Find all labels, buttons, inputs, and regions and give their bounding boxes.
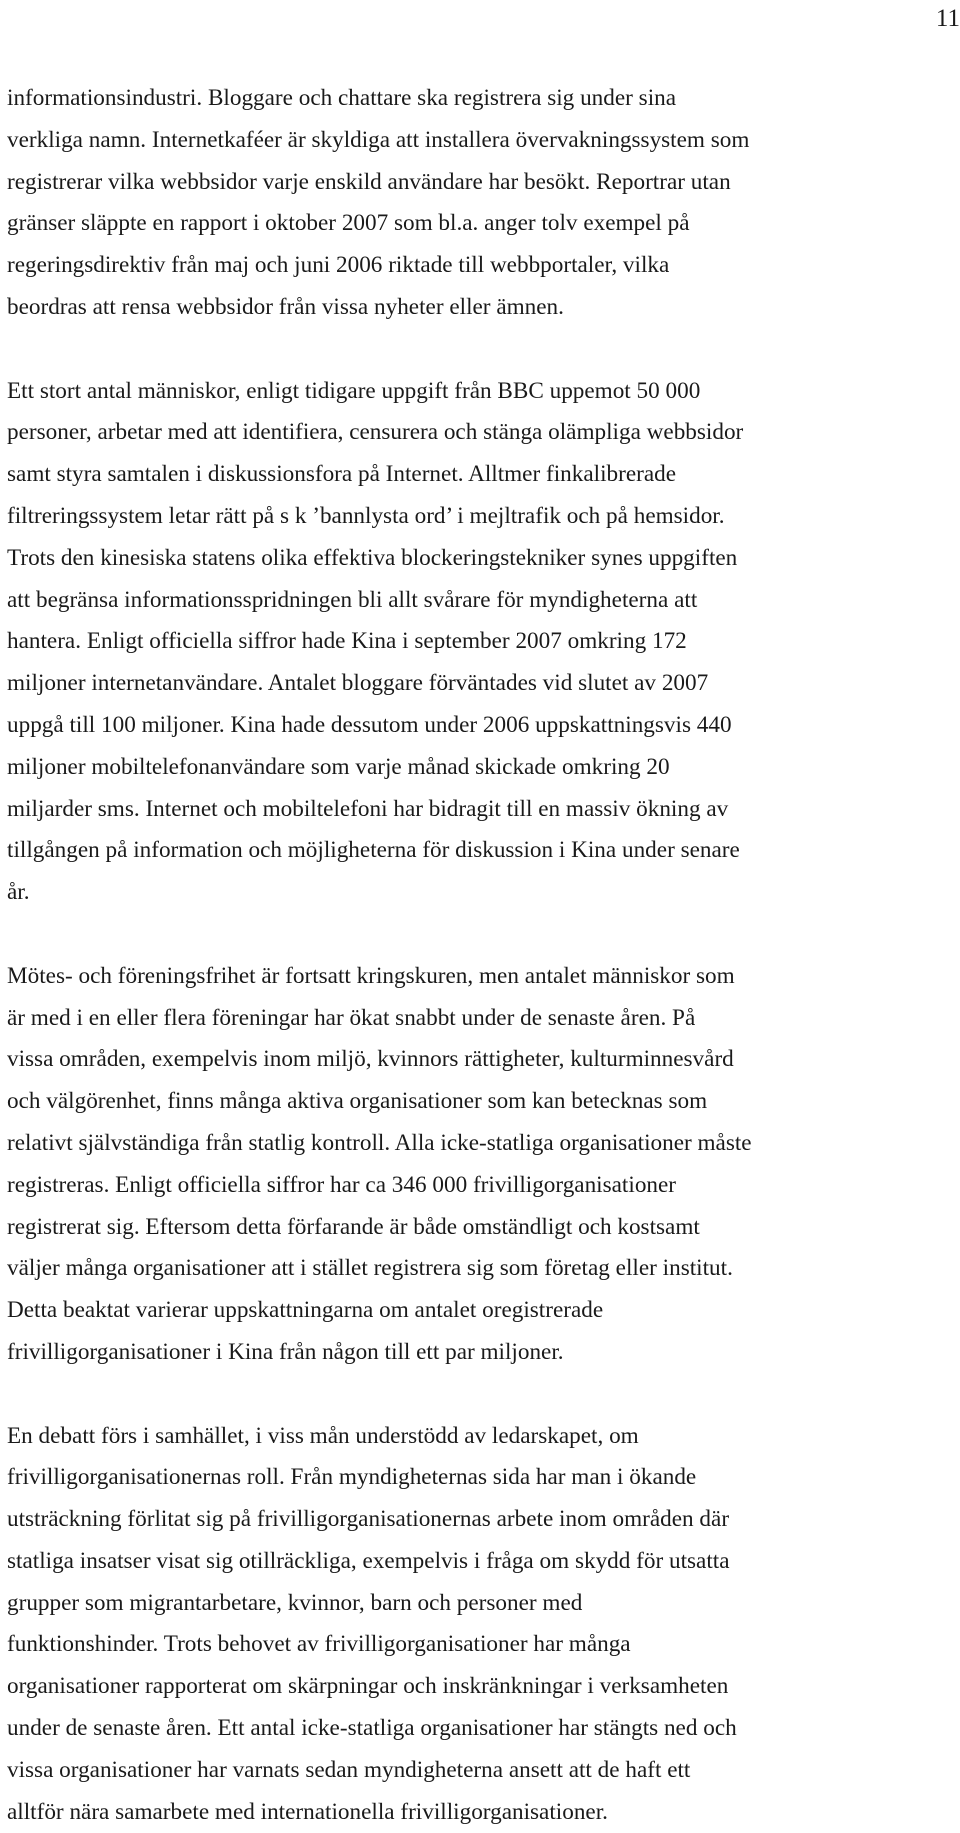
text-line: registreras. Enligt officiella siffror har ca 346 000 frivilligorganisationer [7, 1165, 957, 1207]
text-line: vissa områden, exempelvis inom miljö, kvinnors rättigheter, kulturminnesvård [7, 1039, 957, 1081]
text-line: är med i en eller flera föreningar har ökat snabbt under de senaste åren. På [7, 998, 957, 1040]
text-line: miljarder sms. Internet och mobiltelefoni har bidragit till en massiv ökning av [7, 789, 957, 831]
page-number: 11 [936, 4, 960, 34]
paragraph-4 [7, 1416, 957, 1833]
document-body [7, 78, 957, 1833]
text-line: och välgörenhet, finns många aktiva organisationer som kan betecknas som [7, 1081, 957, 1123]
text-line: beordras att rensa webbsidor från vissa nyheter eller ämnen. [7, 287, 957, 329]
text-line: personer, arbetar med att identifiera, censurera och stänga olämpliga webbsidor [7, 412, 957, 454]
text-line: Trots den kinesiska statens olika effektiva blockeringstekniker synes uppgiften [7, 538, 957, 580]
text-line: regeringsdirektiv från maj och juni 2006 riktade till webbportaler, vilka [7, 245, 957, 287]
text-line: utsträckning förlitat sig på frivilligorganisationernas arbete inom områden där [7, 1499, 957, 1541]
text-line: gränser släppte en rapport i oktober 2007 som bl.a. anger tolv exempel på [7, 203, 957, 245]
text-line: filtreringssystem letar rätt på s k ’bannlysta ord’ i mejltrafik och på hemsidor. [7, 496, 957, 538]
text-line: hantera. Enligt officiella siffror hade Kina i september 2007 omkring 172 [7, 621, 957, 663]
text-line: informationsindustri. Bloggare och chattare ska registrera sig under sina [7, 78, 957, 120]
text-line: under de senaste åren. Ett antal icke-statliga organisationer har stängts ned och [7, 1708, 957, 1750]
text-line: frivilligorganisationer i Kina från någon till ett par miljoner. [7, 1332, 957, 1374]
text-line: år. [7, 872, 957, 914]
text-line: miljoner mobiltelefonanvändare som varje månad skickade omkring 20 [7, 747, 957, 789]
text-line: miljoner internetanvändare. Antalet bloggare förväntades vid slutet av 2007 [7, 663, 957, 705]
text-line: grupper som migrantarbetare, kvinnor, barn och personer med [7, 1583, 957, 1625]
paragraph-1 [7, 78, 957, 329]
text-line: verkliga namn. Internetkaféer är skyldiga att installera övervakningssystem som [7, 120, 957, 162]
text-line: Mötes- och föreningsfrihet är fortsatt kringskuren, men antalet människor som [7, 956, 957, 998]
text-line: väljer många organisationer att i stället registrera sig som företag eller institut. [7, 1248, 957, 1290]
text-line: Detta beaktat varierar uppskattningarna om antalet oregistrerade [7, 1290, 957, 1332]
paragraph-2 [7, 371, 957, 914]
text-line: relativt självständiga från statlig kontroll. Alla icke-statliga organisationer måste [7, 1123, 957, 1165]
text-line: registrerar vilka webbsidor varje enskild användare har besökt. Reportrar utan [7, 162, 957, 204]
text-line: vissa organisationer har varnats sedan myndigheterna ansett att de haft ett [7, 1750, 957, 1792]
text-line: frivilligorganisationernas roll. Från myndigheternas sida har man i ökande [7, 1457, 957, 1499]
text-line: registrerat sig. Eftersom detta förfarande är både omständligt och kostsamt [7, 1207, 957, 1249]
text-line: alltför nära samarbete med internationella frivilligorganisationer. [7, 1792, 957, 1833]
text-line: statliga insatser visat sig otillräckliga, exempelvis i fråga om skydd för utsatta [7, 1541, 957, 1583]
text-line: att begränsa informationsspridningen bli allt svårare för myndigheterna att [7, 580, 957, 622]
text-line: En debatt förs i samhället, i viss mån understödd av ledarskapet, om [7, 1416, 957, 1458]
text-line: uppgå till 100 miljoner. Kina hade dessutom under 2006 uppskattningsvis 440 [7, 705, 957, 747]
paragraph-3 [7, 956, 957, 1374]
text-line: funktionshinder. Trots behovet av frivilligorganisationer har många [7, 1624, 957, 1666]
text-line: tillgången på information och möjligheterna för diskussion i Kina under senare [7, 830, 957, 872]
text-line: organisationer rapporterat om skärpningar och inskränkningar i verksamheten [7, 1666, 957, 1708]
text-line: samt styra samtalen i diskussionsfora på Internet. Alltmer finkalibrerade [7, 454, 957, 496]
text-line: Ett stort antal människor, enligt tidigare uppgift från BBC uppemot 50 000 [7, 371, 957, 413]
